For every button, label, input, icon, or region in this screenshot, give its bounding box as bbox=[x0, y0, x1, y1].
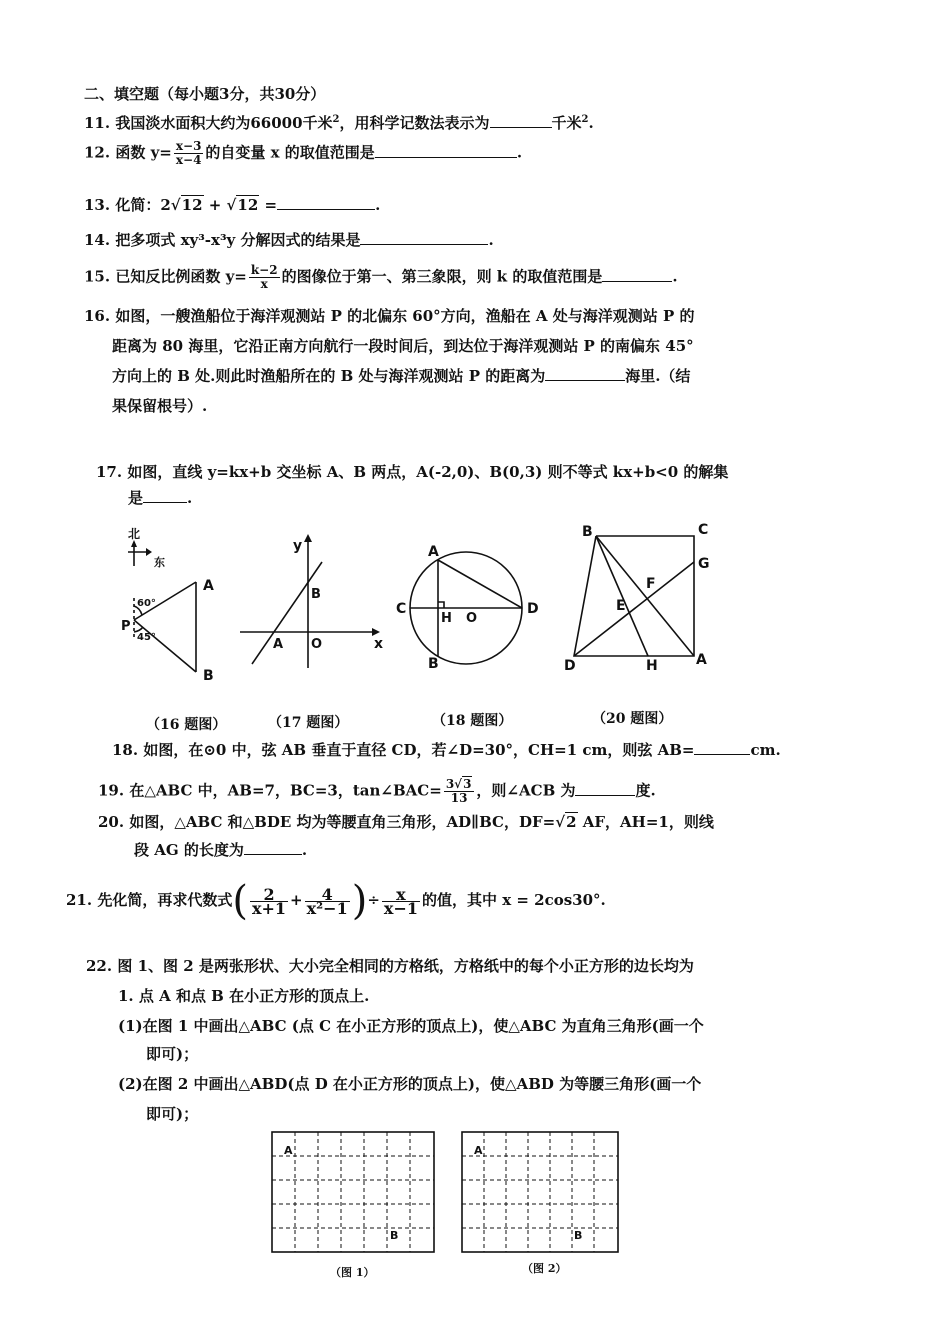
q12-number: 12. bbox=[84, 143, 111, 162]
q15-number: 15. bbox=[84, 267, 111, 286]
q16-line1: 如图，一艘渔船位于海洋观测站 P 的北偏东 60°方向，渔船在 A 处与海洋观测站 P 的 bbox=[115, 307, 695, 325]
fig18-C: C bbox=[396, 601, 407, 617]
fig16-45: 45° bbox=[137, 632, 156, 643]
q11-number: 11. bbox=[84, 114, 111, 132]
q19-frac-den: 13 bbox=[450, 791, 468, 805]
figure-20 bbox=[574, 536, 694, 656]
question-13: 13. 化简：2√12 + √12 = . bbox=[84, 196, 381, 214]
q21-plus: + bbox=[290, 891, 303, 909]
q17-line2: 是 bbox=[128, 489, 144, 507]
fig17-B: B bbox=[311, 587, 321, 602]
fig16-east-label: 东 bbox=[154, 556, 165, 569]
q18-blank[interactable] bbox=[694, 740, 750, 755]
q11-sup: 2 bbox=[332, 114, 340, 125]
fig20-B: B bbox=[582, 524, 593, 540]
fig20-A: A bbox=[696, 652, 707, 668]
question-21 bbox=[66, 878, 606, 922]
q21-right-paren: ) bbox=[351, 878, 368, 924]
q20-line1b: AF，AH=1，则线 bbox=[577, 813, 714, 831]
q21-f1-den: x+1 bbox=[251, 898, 287, 918]
q21-frac-2 bbox=[305, 884, 350, 918]
q22-line6: 即可)； bbox=[146, 1105, 199, 1123]
q19-frac-num: 3√3 bbox=[444, 778, 475, 792]
fig18-O: O bbox=[466, 611, 478, 626]
q20-blank[interactable] bbox=[244, 840, 302, 855]
q21-f2-den: x²−1 bbox=[306, 898, 348, 918]
q20-end: . bbox=[301, 841, 308, 859]
q13-radicand-1: 12 bbox=[181, 196, 203, 214]
q21-f2-num: 4 bbox=[305, 888, 350, 902]
fig17-x-label: x bbox=[374, 636, 384, 652]
fig20-H: H bbox=[646, 658, 658, 674]
q21-post: 的值，其中 x = 2cos30°. bbox=[421, 891, 606, 909]
fig17-x-arrow bbox=[372, 628, 380, 636]
fig18-line-AD bbox=[438, 560, 522, 608]
fig18-H: H bbox=[441, 611, 452, 626]
fig16-60: 60° bbox=[137, 598, 156, 609]
fig20-F: F bbox=[646, 576, 656, 592]
q20-line1a: 如图，△ABC 和△BDE 均为等腰直角三角形，AD∥BC，DF= bbox=[129, 813, 556, 831]
q15-end: . bbox=[672, 267, 678, 286]
q13-plus: + bbox=[208, 196, 222, 214]
fig20-D: D bbox=[564, 658, 576, 674]
q19-num-rad: 3 bbox=[463, 777, 472, 791]
q12-post: 的自变量 x 的取值范围是 bbox=[205, 143, 375, 162]
q18-unit: cm. bbox=[750, 741, 781, 759]
q20-line2: 段 AG 的长度为 bbox=[134, 841, 244, 859]
q21-pre: 先化简，再求代数式 bbox=[97, 891, 233, 909]
grid2-border bbox=[462, 1132, 618, 1252]
q21-left-paren: ( bbox=[232, 878, 248, 924]
q22-number: 22. bbox=[86, 957, 113, 975]
q19-pre: 在△ABC 中，AB=7，BC=3，tan∠BAC= bbox=[129, 781, 442, 800]
q18-number: 18. bbox=[112, 741, 139, 759]
question-19 bbox=[98, 778, 656, 805]
q13-eq: = bbox=[264, 196, 278, 214]
q22-line2: 1. 点 A 和点 B 在小正方形的顶点上. bbox=[118, 987, 370, 1005]
q14-text: 把多项式 xy³-x³y 分解因式的结果是 bbox=[115, 231, 361, 249]
fig17-A: A bbox=[273, 637, 284, 652]
q11-unit: 千米 bbox=[551, 114, 582, 132]
q15-post: 的图像位于第一、第三象限，则 k 的取值范围是 bbox=[281, 267, 603, 286]
q19-blank[interactable] bbox=[575, 781, 635, 796]
fig16-P: P bbox=[121, 619, 131, 634]
fig18-B: B bbox=[428, 656, 439, 672]
fig16-north-label: 北 bbox=[128, 527, 141, 541]
fig20-line-DG bbox=[574, 562, 694, 656]
q12-pre: 函数 y= bbox=[115, 143, 172, 162]
grid1-A: A bbox=[284, 1144, 293, 1157]
q22-line1: 图 1、图 2 是两张形状、大小完全相同的方格纸，方格纸中的每个小正方形的边长均为 bbox=[117, 957, 694, 975]
grid-figure-1 bbox=[272, 1132, 434, 1252]
q19-post: ，则∠ACB 为 bbox=[476, 781, 576, 800]
q16-line3a: 方向上的 B 处.则此时渔船所在的 B 处与海洋观测站 P 的距离为 bbox=[112, 367, 546, 385]
q21-frac-3 bbox=[382, 884, 420, 918]
q12-frac-den: x−4 bbox=[175, 153, 202, 167]
q20-rad: 2 bbox=[566, 813, 577, 831]
q13-radicand-2: 12 bbox=[237, 196, 259, 214]
fig16-A: A bbox=[203, 578, 214, 594]
fig18-right-angle bbox=[438, 602, 444, 608]
fig18-A: A bbox=[428, 544, 439, 560]
q22-line5: (2)在图 2 中画出△ABD(点 D 在小正方形的顶点上)，使△ABD 为等腰三角形(画一个 bbox=[118, 1075, 702, 1093]
q17-line1: 如图，直线 y=kx+b 交坐标 A、B 两点，A(-2,0)、B(0,3) 则不等式 kx+b<0 的解集 bbox=[127, 463, 729, 481]
q17-end: . bbox=[187, 489, 193, 507]
q13-pre: 化简：2 bbox=[115, 196, 171, 214]
question-20-line-2 bbox=[134, 840, 307, 860]
q15-pre: 已知反比例函数 y= bbox=[115, 267, 247, 286]
question-20-line-1: 20. 如图，△ABC 和△BDE 均为等腰直角三角形，AD∥BC，DF=√2 AF，AH=1，则线 bbox=[98, 813, 714, 831]
q16-line4: 果保留根号）. bbox=[112, 397, 208, 415]
fig17-y-label: y bbox=[293, 538, 303, 554]
grid2-A: A bbox=[474, 1144, 483, 1157]
fig17-O: O bbox=[311, 637, 323, 652]
grid1-B: B bbox=[390, 1229, 399, 1242]
figure-18 bbox=[410, 552, 522, 664]
q15-frac-num: k−2 bbox=[250, 263, 278, 277]
q22-line4: 即可)； bbox=[146, 1045, 199, 1063]
section-header: 二、填空题（每小题3分，共30分） bbox=[84, 85, 326, 103]
q17-number: 17. bbox=[96, 463, 123, 481]
q19-fraction bbox=[444, 778, 475, 805]
fig16-north-arrow bbox=[131, 540, 137, 547]
q21-f3-den: x−1 bbox=[383, 898, 418, 918]
figure-17 bbox=[240, 534, 380, 668]
q15-frac-den: x bbox=[260, 277, 268, 291]
q18-text: 如图，在⊙0 中，弦 AB 垂直于直径 CD，若∠D=30°，CH=1 cm，则弦 AB= bbox=[143, 741, 695, 759]
q21-div: ÷ bbox=[367, 891, 380, 909]
question-18 bbox=[112, 740, 781, 760]
fig18-D: D bbox=[527, 601, 539, 617]
fig16-caption: （16 题图） bbox=[146, 717, 227, 733]
fig20-C: C bbox=[698, 522, 709, 538]
q20-number: 20. bbox=[98, 813, 125, 831]
fig20-E: E bbox=[616, 598, 626, 614]
q12-frac-num: x−3 bbox=[175, 139, 202, 153]
q11-sup2: 2 bbox=[581, 114, 589, 125]
fig20-line-BH bbox=[596, 536, 648, 656]
grid-figure-2 bbox=[462, 1132, 618, 1252]
fig17-y-arrow bbox=[304, 534, 312, 542]
fig16-B: B bbox=[203, 668, 214, 684]
grid1-caption: （图 1） bbox=[330, 1266, 375, 1279]
q16-number: 16. bbox=[84, 307, 111, 325]
q19-unit: 度. bbox=[635, 781, 656, 800]
q14-end: . bbox=[488, 231, 494, 249]
q19-number: 19. bbox=[98, 781, 125, 800]
fig18-caption: （18 题图） bbox=[432, 713, 513, 729]
q16-line3b: 海里.（结 bbox=[625, 367, 691, 385]
question-22-line-1 bbox=[86, 956, 694, 976]
fig16-east-arrow bbox=[146, 548, 152, 556]
q11-mid: ，用科学记数法表示为 bbox=[339, 114, 490, 132]
q12-end: . bbox=[516, 143, 523, 162]
q16-line2: 距离为 80 海里，它沿正南方向航行一段时间后，到达位于海洋观测站 P 的南偏东 45° bbox=[112, 337, 694, 355]
fig17-caption: （17 题图） bbox=[268, 715, 349, 731]
q21-f1-num: 2 bbox=[250, 888, 288, 902]
fig20-line-BA bbox=[596, 536, 694, 656]
q14-number: 14. bbox=[84, 231, 111, 249]
q22-line3: (1)在图 1 中画出△ABC (点 C 在小正方形的顶点上)，使△ABC 为直角三角形(画一个 bbox=[118, 1017, 704, 1035]
fig20-outline bbox=[574, 536, 694, 656]
q13-number: 13. bbox=[84, 196, 111, 214]
grid2-caption: （图 2） bbox=[522, 1262, 567, 1275]
q11-end: . bbox=[588, 114, 594, 132]
fig20-caption: （20 题图） bbox=[592, 711, 673, 727]
q11-text: 我国淡水面积大约为66000千米 bbox=[115, 114, 333, 132]
grid2-B: B bbox=[574, 1229, 583, 1242]
q19-num-coef: 3 bbox=[445, 777, 455, 791]
q21-frac-1 bbox=[250, 884, 288, 918]
fig20-G: G bbox=[698, 556, 710, 572]
q13-end: . bbox=[375, 196, 381, 214]
q21-number: 21. bbox=[66, 891, 93, 909]
q21-f3-num: x bbox=[382, 888, 420, 902]
